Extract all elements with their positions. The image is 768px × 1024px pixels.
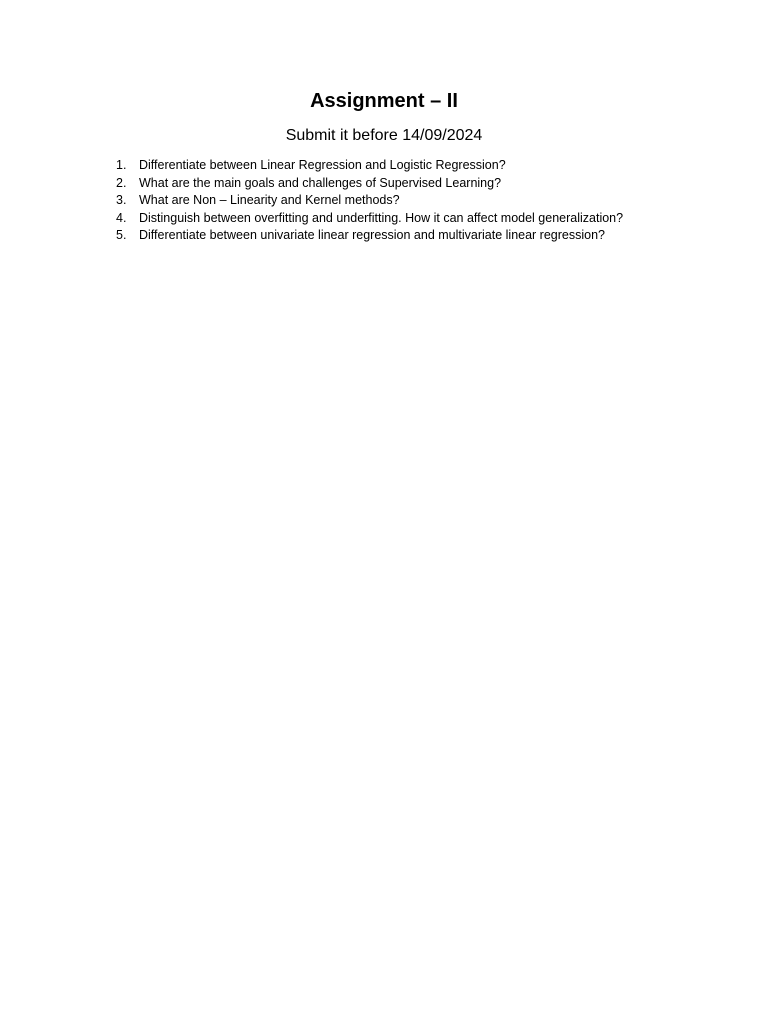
list-item bbox=[114, 157, 644, 175]
list-item-number: 1. bbox=[116, 158, 127, 172]
list-item-number: 3. bbox=[116, 193, 127, 207]
page-subtitle: Submit it before 14/09/2024 bbox=[285, 127, 483, 144]
list-item-text: Differentiate between Linear Regression and Logistic Regression? bbox=[139, 158, 506, 172]
list-item bbox=[114, 210, 644, 228]
list-item bbox=[114, 227, 644, 245]
list-item-text: Distinguish between overfitting and underfitting. How it can affect model generalization? bbox=[139, 210, 624, 225]
list-item-number: 4. bbox=[116, 210, 127, 225]
list-item-number: 2. bbox=[116, 175, 127, 190]
list-item-text: What are the main goals and challenges of Supervised Learning? bbox=[139, 175, 502, 190]
list-item-text: What are Non – Linearity and Kernel methods? bbox=[139, 193, 400, 207]
question-list bbox=[114, 157, 644, 245]
list-item-text: Differentiate between univariate linear regression and multivariate linear regression? bbox=[139, 228, 605, 242]
page-title: Assignment – II bbox=[310, 90, 458, 112]
list-item bbox=[114, 175, 644, 193]
list-item-number: 5. bbox=[116, 228, 127, 242]
list-item bbox=[114, 192, 644, 210]
